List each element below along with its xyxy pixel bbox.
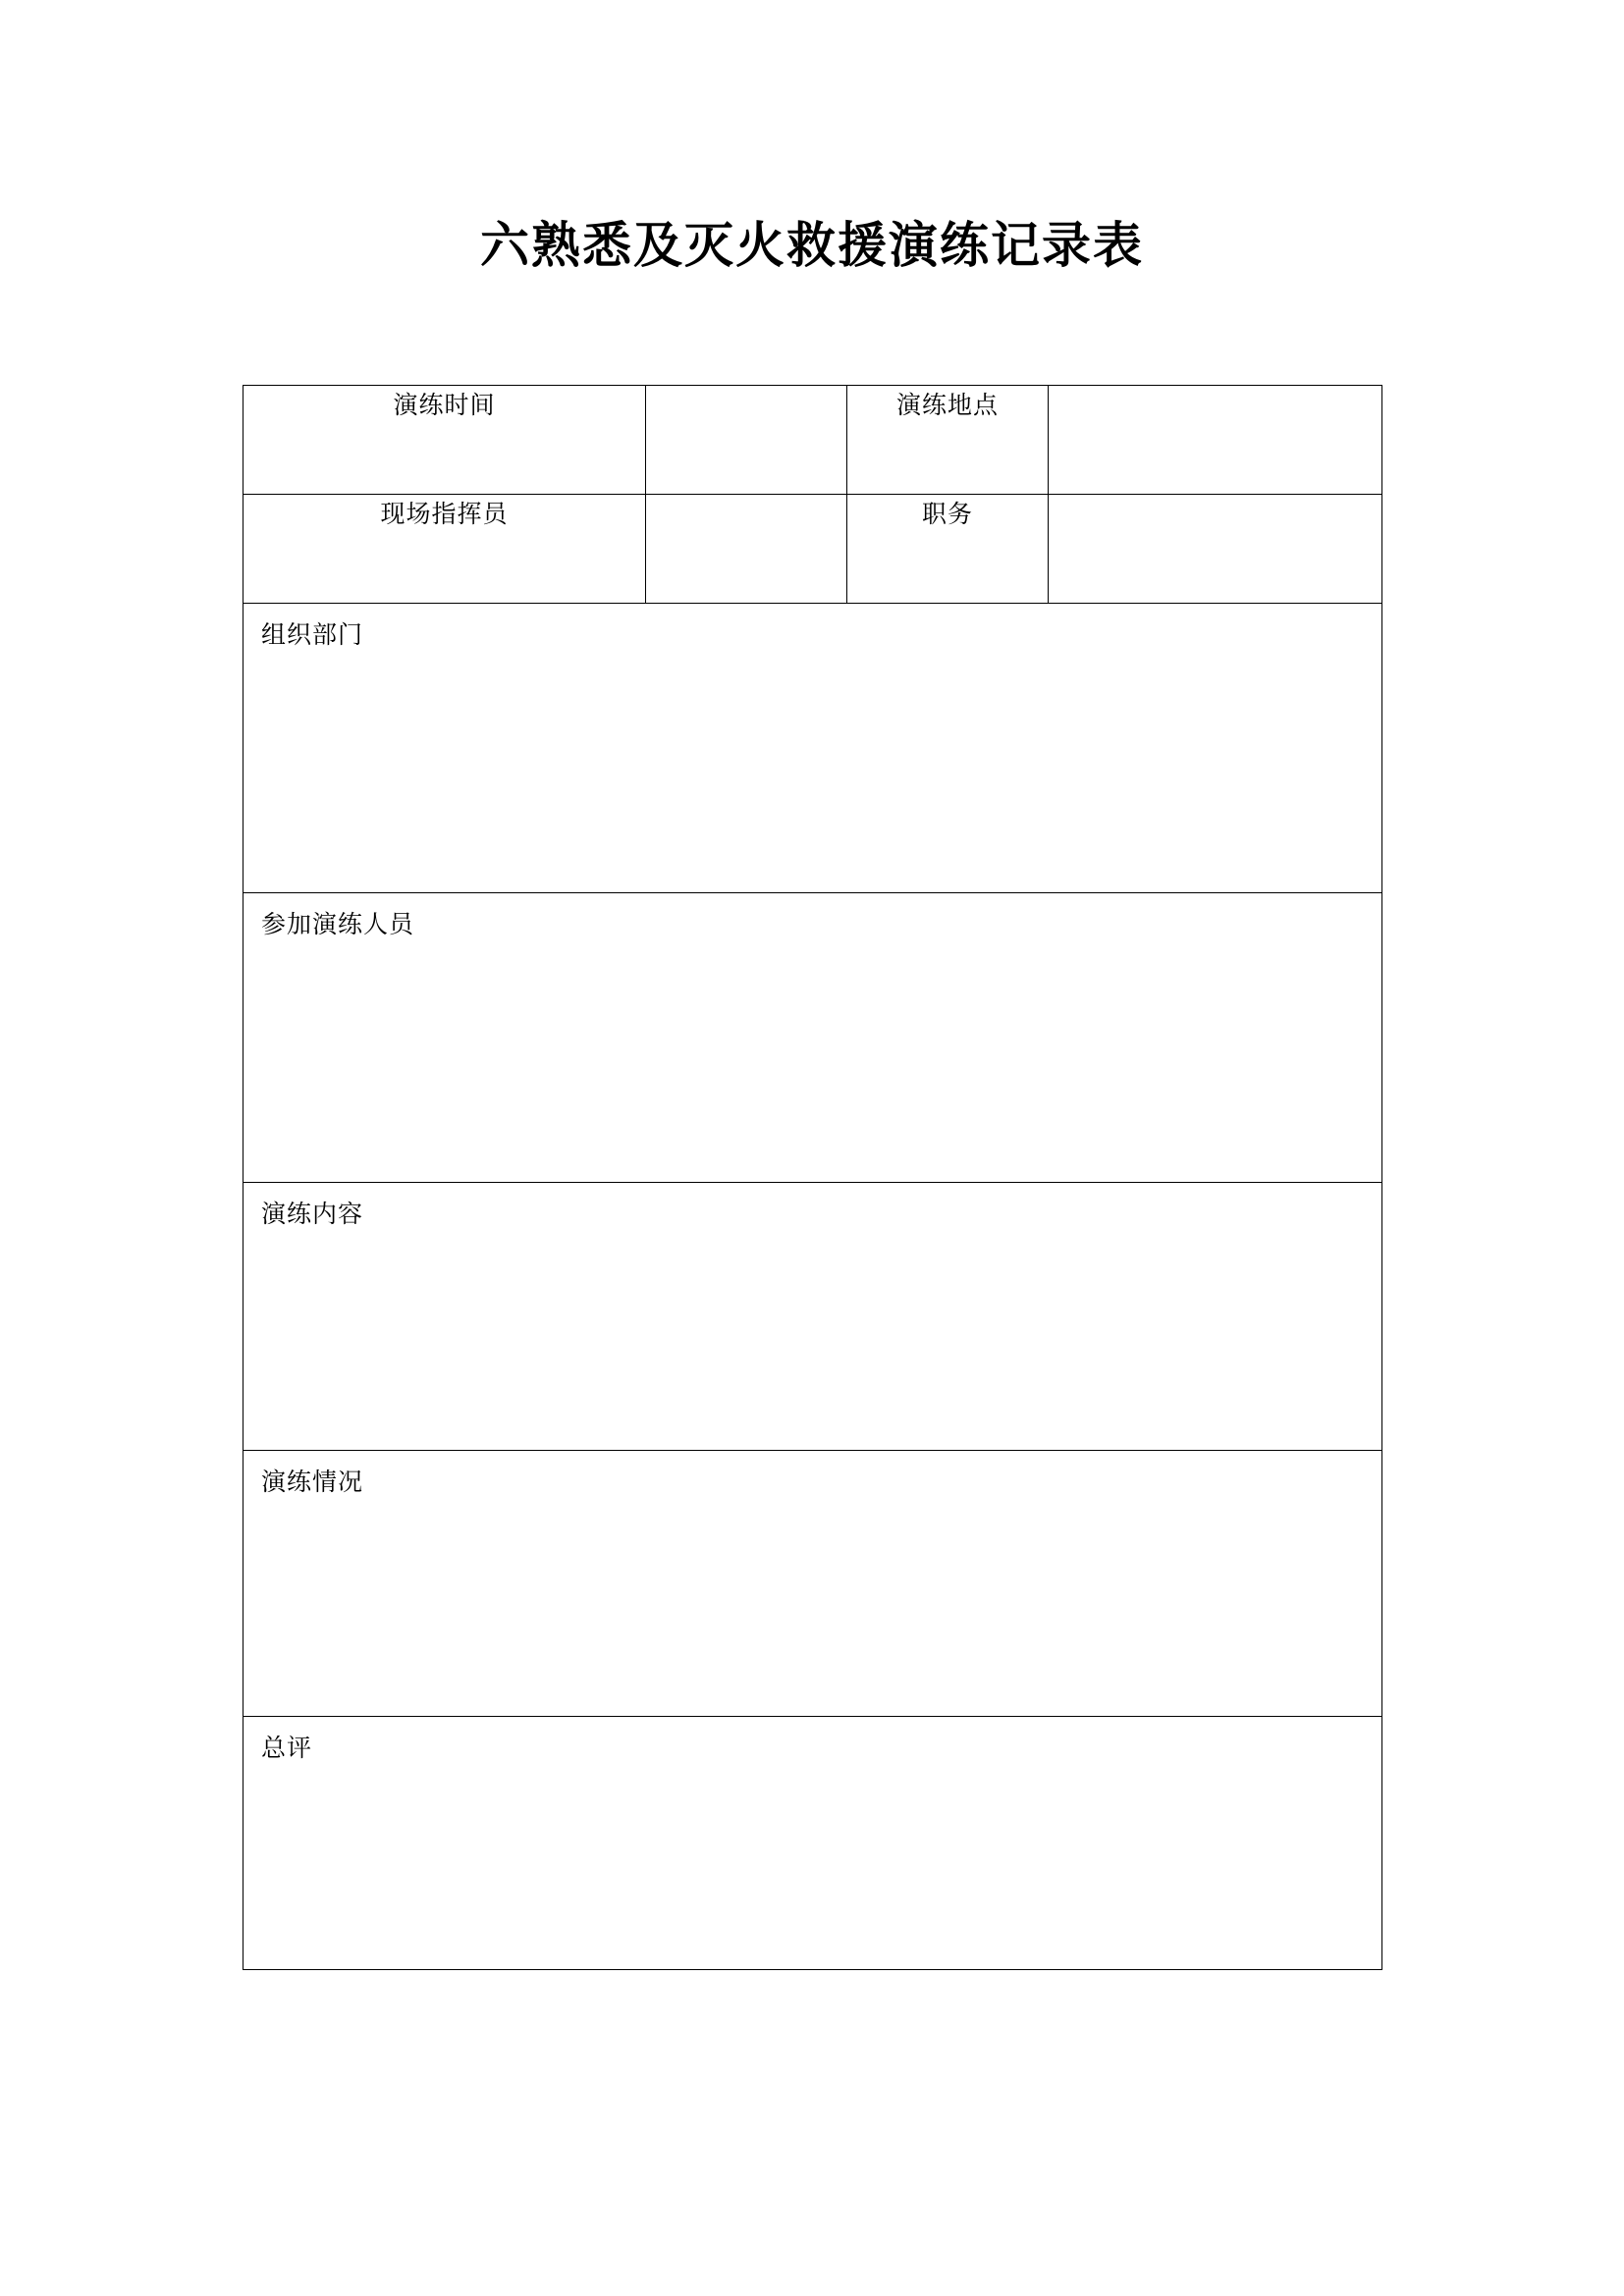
field-label-drill-situation: 演练情况	[261, 1469, 364, 1496]
table-row	[244, 1183, 1382, 1451]
field-value-drill-location[interactable]	[1049, 386, 1382, 495]
field-drill-content[interactable]	[244, 1183, 1382, 1451]
field-value-drill-time[interactable]	[646, 386, 847, 495]
field-label-drill-content: 演练内容	[261, 1201, 364, 1228]
field-label-drill-time: 演练时间	[244, 386, 646, 495]
field-participants[interactable]	[244, 893, 1382, 1183]
field-organizing-department[interactable]	[244, 604, 1382, 893]
table-row	[244, 386, 1382, 495]
field-label-participants: 参加演练人员	[261, 912, 415, 938]
field-label-drill-location: 演练地点	[847, 386, 1049, 495]
field-drill-situation[interactable]	[244, 1451, 1382, 1717]
table-row	[244, 604, 1382, 893]
page-title: 六熟悉及灭火救援演练记录表	[480, 218, 1144, 273]
field-label-site-commander: 现场指挥员	[244, 495, 646, 604]
field-value-position[interactable]	[1049, 495, 1382, 604]
field-label-organizing-department: 组织部门	[261, 622, 364, 649]
table-row	[244, 1717, 1382, 1970]
table-row	[244, 1451, 1382, 1717]
table-row	[244, 893, 1382, 1183]
field-overall-review[interactable]	[244, 1717, 1382, 1970]
record-table	[243, 385, 1382, 1970]
field-value-site-commander[interactable]	[646, 495, 847, 604]
table-row	[244, 495, 1382, 604]
field-label-position: 职务	[847, 495, 1049, 604]
record-table-container	[243, 385, 1381, 1970]
field-label-overall-review: 总评	[261, 1735, 313, 1762]
